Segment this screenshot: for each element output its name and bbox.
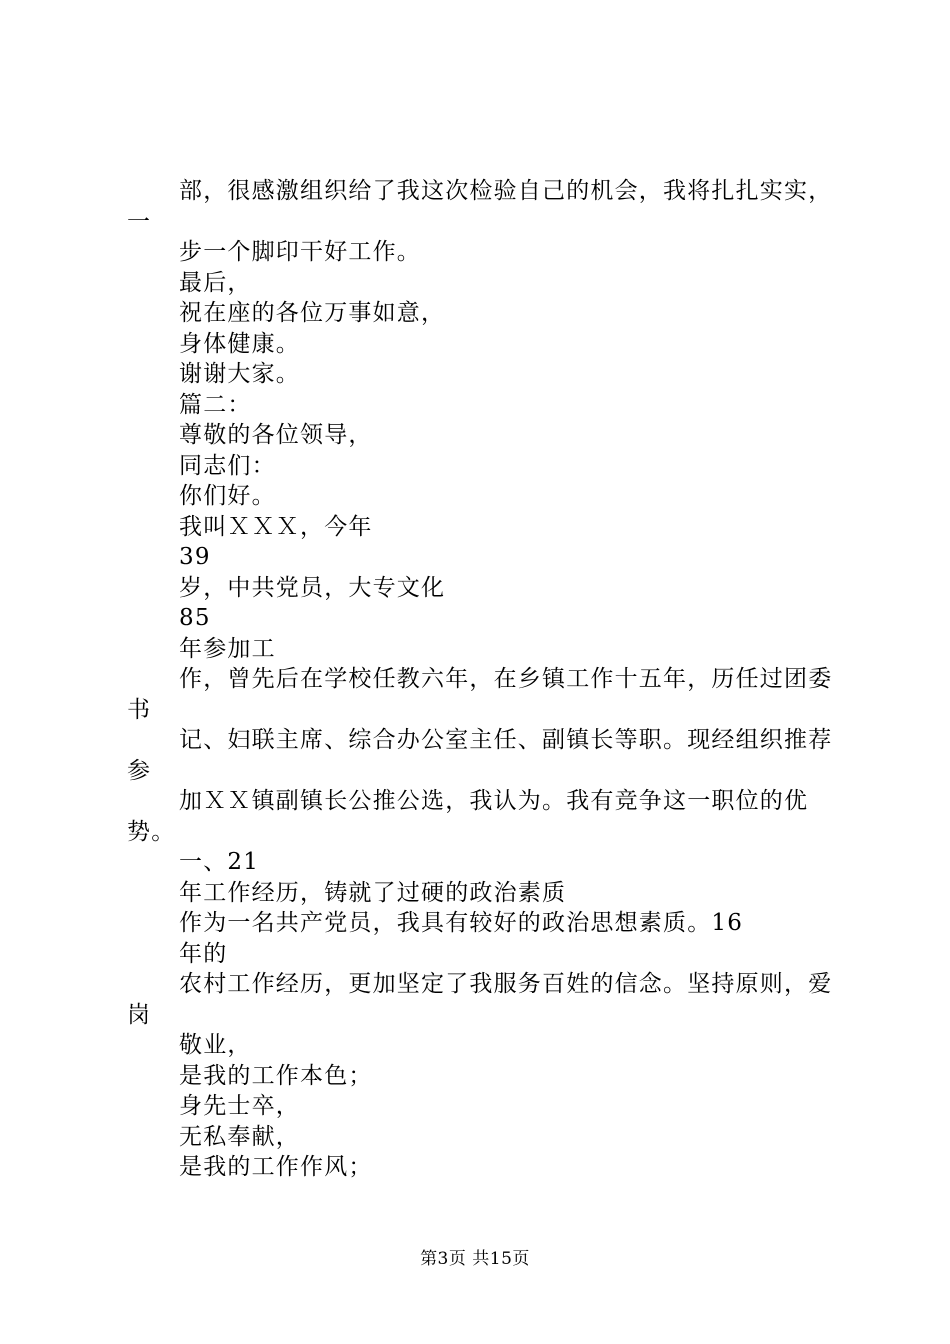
paragraph-line: 敬业，: [179, 1032, 252, 1058]
paragraph-line: 无私奉献，: [179, 1123, 300, 1150]
section-heading: 一、21: [179, 849, 260, 875]
paragraph-line: 岁，中共党员，大专文化: [179, 574, 446, 601]
paragraph-line: 谢谢大家。: [179, 361, 300, 387]
paragraph-line: 步一个脚印干好工作。: [179, 239, 421, 265]
section-heading: 年工作经历，铸就了过硬的政治素质: [179, 879, 567, 906]
document-body: [127, 176, 837, 1183]
paragraph-line: 作为一名共产党员，我具有较好的政治思想素质。16: [179, 910, 744, 936]
paragraph-line: 我叫ＸＸＸ，今年: [179, 513, 373, 540]
paragraph-line: 39: [179, 544, 211, 570]
paragraph-line: 祝在座的各位万事如意，: [179, 300, 446, 326]
paragraph-line: 记、妇联主席、综合办公室主任、副镇长等职。现经组织推荐参: [127, 727, 833, 784]
paragraph-line: 身体健康。: [179, 330, 300, 357]
paragraph-line: 年的: [179, 940, 228, 967]
paragraph-line: 加ＸＸ镇副镇长公推公选，我认为。我有竞争这一职位的优势。: [127, 788, 809, 845]
paragraph-line: 是我的工作作风；: [179, 1154, 373, 1180]
salutation-line: 同志们：: [179, 452, 276, 479]
paragraph-line: 农村工作经历，更加坚定了我服务百姓的信念。坚持原则，爱岗: [127, 971, 833, 1028]
paragraph-line: 85: [179, 605, 211, 631]
salutation-line: 尊敬的各位领导，: [179, 422, 373, 448]
paragraph-line: 年参加工: [179, 635, 276, 662]
paragraph-line: 身先士卒，: [179, 1093, 300, 1119]
paragraph-line: 最后，: [179, 269, 252, 296]
paragraph-line: 你们好。: [179, 483, 276, 509]
section-heading: 篇二：: [179, 391, 252, 418]
paragraph-line: 部，很感激组织给了我这次检验自己的机会，我将扎扎实实，一: [127, 178, 833, 235]
paragraph-line: 是我的工作本色；: [179, 1062, 373, 1089]
page-footer: 第3页 共15页: [420, 1249, 530, 1269]
paragraph-line: 作，曾先后在学校任教六年，在乡镇工作十五年，历任过团委书: [127, 666, 833, 723]
